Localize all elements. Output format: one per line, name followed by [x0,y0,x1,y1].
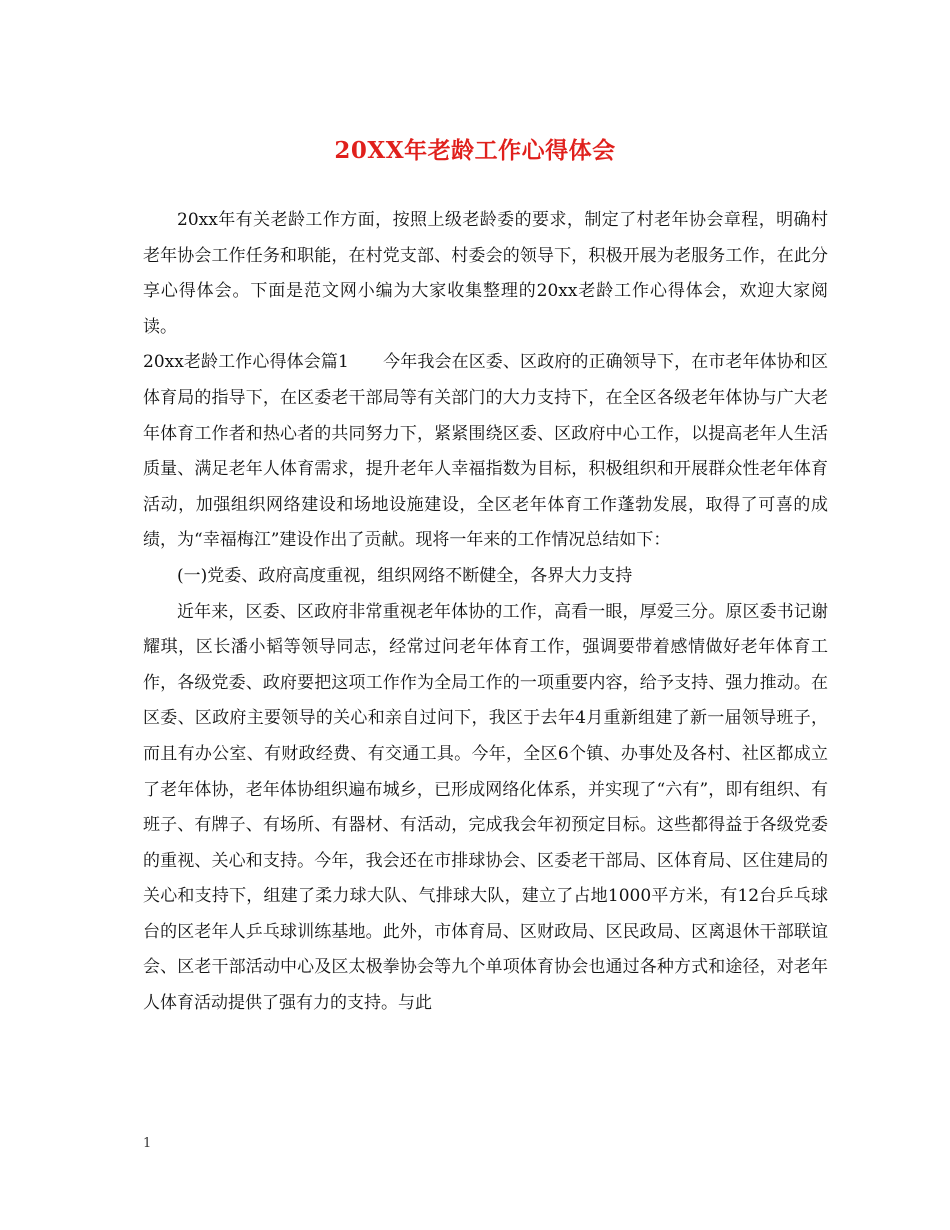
document-body [143,203,828,1022]
paragraph-part-1: 20xx老龄工作心得体会篇1 今年我会在区委、区政府的正确领导下，在市老年体协和区体育局的指导下，在区委老干部局等有关部门的大力支持下，在全区各级老年体协与广大老年体育工作者和热心者的共同努力下，紧紧围绕区委、区政府中心工作，以提高老年人生活质量、满足老年人体育需求，提升老年人幸福指数为目标，积极组织和开展群众性老年体育活动，加强组织网络建设和场地设施建设，全区老年体育工作蓬勃发展，取得了可喜的成绩，为“幸福梅江”建设作出了贡献。现将一年来的工作情况总结如下： [143,352,828,551]
paragraph-intro: 20xx年有关老龄工作方面，按照上级老龄委的要求，制定了村老年协会章程，明确村老年协会工作任务和职能，在村党支部、村委会的领导下，积极开展为老服务工作，在此分享心得体会。下面是范文网小编为大家收集整理的20xx老龄工作心得体会，欢迎大家阅读。 [143,210,828,337]
document-title: 20XX年老龄工作心得体会 [334,137,616,164]
page-number: 1 [143,1136,152,1151]
paragraph-section-1: 近年来，区委、区政府非常重视老年体协的工作，高看一眼，厚爱三分。原区委书记谢耀琪，区长潘小韬等领导同志，经常过问老年体育工作，强调要带着感情做好老年体育工作，各级党委、政府要把这项工作作为全局工作的一项重要内容，给予支持、强力推动。在区委、区政府主要领导的关心和亲自过问下，我区于去年4月重新组建了新一届领导班子，而且有办公室、有财政经费、有交通工具。今年，全区6个镇、办事处及各村、社区都成立了老年体协，老年体协组织遍布城乡，已形成网络化体系，并实现了“六有”，即有组织、有班子、有牌子、有场所、有器材、有活动，完成我会年初预定目标。这些都得益于各级党委的重视、关心和支持。今年，我会还在市排球协会、区委老干部局、区体育局、区住建局的关心和支持下，组建了柔力球大队、气排球大队，建立了占地1000平方米，有12台乒乓球台的区老年人乒乓球训练基地。此外，市体育局、区财政局、区民政局、区离退休干部联谊会、区老干部活动中心及区太极拳协会等九个单项体育协会也通过各种方式和途径，对老年人体育活动提供了强有力的支持。与此 [143,601,828,1014]
section-heading-1: (一)党委、政府高度重视，组织网络不断健全，各界大力支持 [177,565,633,586]
